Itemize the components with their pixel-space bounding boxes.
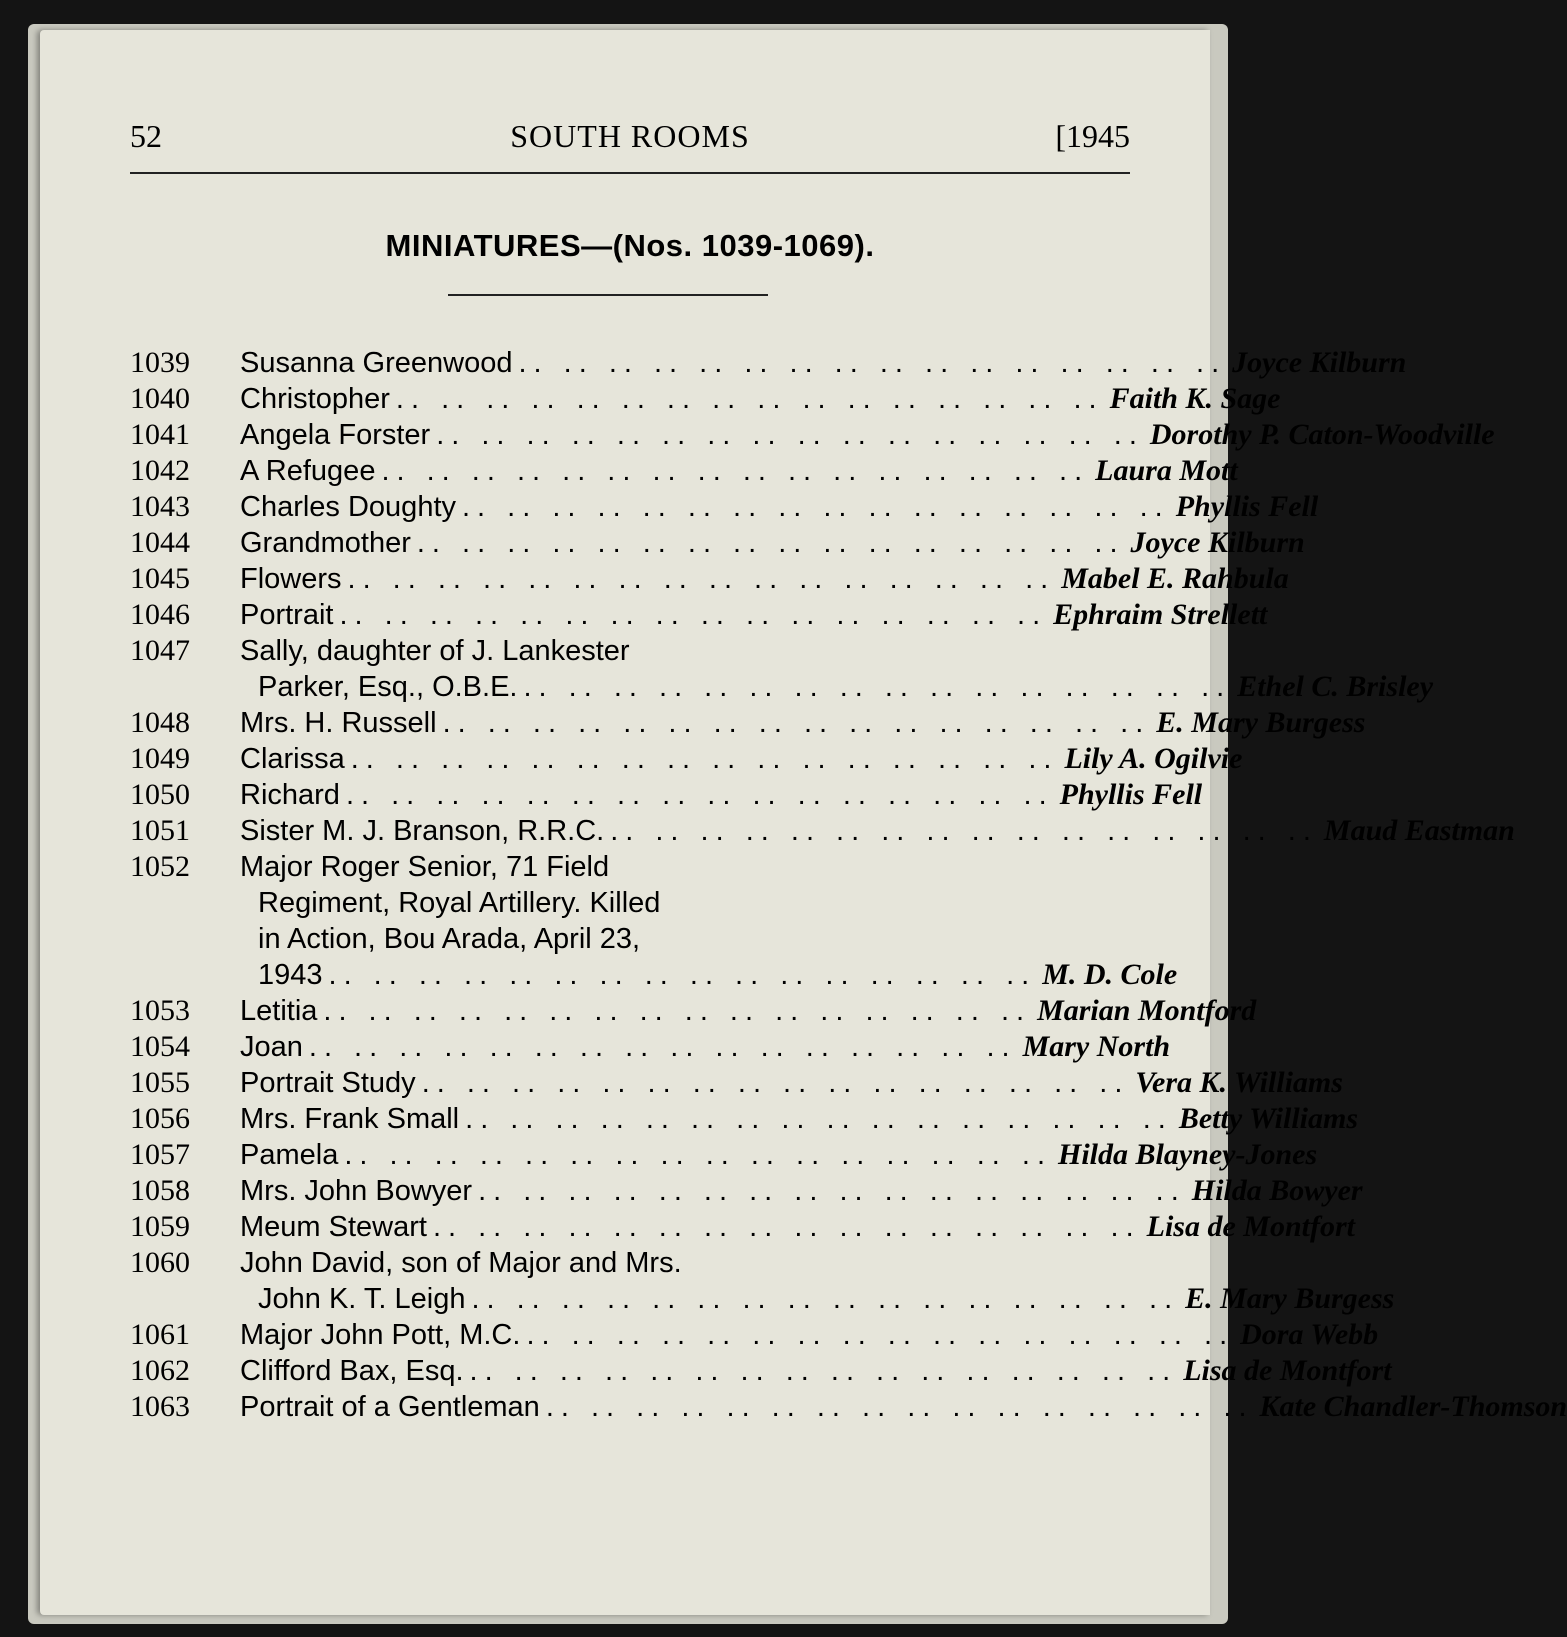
artist-name: Marian Montford	[1037, 994, 1257, 1027]
entry-title: Clifford Bax, Esq.	[240, 1355, 464, 1387]
entry-title: Parker, Esq., O.B.E.	[258, 671, 518, 703]
entry-number: 1055	[130, 1066, 190, 1099]
entry-title: Joan	[240, 1031, 303, 1063]
entry-title: John K. T. Leigh	[258, 1283, 466, 1315]
catalogue-entry	[130, 1029, 1171, 1065]
show-through-text	[860, 180, 1240, 216]
entry-title: A Refugee	[240, 455, 376, 487]
dot-leader: .. .. .. .. .. .. .. .. .. .. .. .. .. .. .. ..	[526, 1319, 1235, 1351]
entry-title: Regiment, Royal Artillery. Killed	[258, 887, 661, 919]
entry-title: Letitia	[240, 995, 318, 1027]
entry-title: Grandmother	[240, 527, 411, 559]
catalogue-entry	[130, 417, 1495, 453]
catalogue-entry	[130, 1245, 1395, 1317]
artist-name: Kate Chandler-Thomson	[1259, 1390, 1567, 1423]
artist-name: Laura Mott	[1095, 454, 1238, 487]
artist-name: E. Mary Burgess	[1156, 706, 1366, 739]
catalogue-entry	[130, 597, 1268, 633]
entry-title: Mrs. Frank Small	[240, 1103, 460, 1135]
entry-number: 1049	[130, 742, 190, 775]
dot-leader: .. .. .. .. .. .. .. .. .. .. .. .. .. .. .. ..	[518, 347, 1227, 379]
artist-name: Ephraim Strellett	[1053, 598, 1268, 631]
artist-name: Vera K. Williams	[1135, 1066, 1343, 1099]
entry-number: 1051	[130, 814, 190, 847]
catalogue-entry	[130, 453, 1238, 489]
artist-name: E. Mary Burgess	[1185, 1282, 1395, 1315]
header-rule	[130, 172, 1130, 174]
entry-title: Richard	[240, 779, 340, 811]
entry-number: 1042	[130, 454, 190, 487]
catalogue-entry	[130, 741, 1243, 777]
catalogue-entry	[130, 561, 1289, 597]
artist-name: Faith K. Sage	[1109, 382, 1281, 415]
artist-name: Lisa de Montfort	[1146, 1210, 1355, 1243]
artist-name: Phyllis Fell	[1175, 490, 1319, 523]
dot-leader: .. .. .. .. .. .. .. .. .. .. .. .. .. .. .. ..	[545, 1391, 1254, 1423]
entry-title: Sally, daughter of J. Lankester	[240, 635, 630, 667]
entry-title: Charles Doughty	[240, 491, 456, 523]
catalogue-entry	[130, 1389, 1567, 1425]
catalogue-entry	[130, 777, 1203, 813]
dot-leader: .. .. .. .. .. .. .. .. .. .. .. .. .. .. .. ..	[395, 383, 1104, 415]
dot-leader: .. .. .. .. .. .. .. .. .. .. .. .. .. .. .. ..	[465, 1103, 1173, 1135]
entry-title: in Action, Bou Arada, April 23,	[258, 923, 641, 955]
entry-title: 1943	[258, 959, 323, 991]
page-number: 52	[130, 118, 162, 154]
entry-number: 1046	[130, 598, 190, 631]
artist-name: Lisa de Montfort	[1183, 1354, 1392, 1387]
catalogue-entry	[130, 993, 1257, 1029]
dot-leader: .. .. .. .. .. .. .. .. .. .. .. .. .. .. .. ..	[328, 959, 1037, 991]
dot-leader: .. .. .. .. .. .. .. .. .. .. .. .. .. .. .. ..	[347, 563, 1056, 595]
entry-title: Portrait	[240, 599, 334, 631]
entry-number: 1040	[130, 382, 190, 415]
entry-title: Mrs. John Bowyer	[240, 1175, 473, 1207]
entry-number: 1039	[130, 346, 190, 379]
artist-name: Phyllis Fell	[1059, 778, 1203, 811]
entry-title: Major John Pott, M.C.	[240, 1319, 521, 1351]
dot-leader: .. .. .. .. .. .. .. .. .. .. .. .. .. .. .. ..	[478, 1175, 1186, 1207]
dot-leader: .. .. .. .. .. .. .. .. .. .. .. .. .. .. .. ..	[350, 743, 1059, 775]
entry-title: Sister M. J. Branson, R.R.C.	[240, 815, 605, 847]
entry-number: 1056	[130, 1102, 190, 1135]
entry-number: 1043	[130, 490, 190, 523]
catalogue-entry	[130, 1353, 1392, 1389]
dot-leader: .. .. .. .. .. .. .. .. .. .. .. .. .. .. .. ..	[323, 995, 1032, 1027]
section-rule	[448, 294, 768, 296]
catalogue-entry	[130, 813, 1515, 849]
catalogue-entry	[130, 705, 1366, 741]
entry-title: Meum Stewart	[240, 1211, 427, 1243]
entry-number: 1044	[130, 526, 190, 559]
entry-title: Christopher	[240, 383, 390, 415]
dot-leader: .. .. .. .. .. .. .. .. .. .. .. .. .. .. .. ..	[442, 707, 1151, 739]
entry-number: 1053	[130, 994, 190, 1027]
dot-leader: .. .. .. .. .. .. .. .. .. .. .. .. .. .. .. ..	[436, 419, 1144, 451]
dot-leader: .. .. .. .. .. .. .. .. .. .. .. .. .. .. .. ..	[421, 1067, 1130, 1099]
catalogue-entry	[130, 381, 1281, 417]
dot-leader: .. .. .. .. .. .. .. .. .. .. .. .. .. .. .. ..	[469, 1355, 1178, 1387]
entry-number: 1063	[130, 1390, 190, 1423]
running-header	[130, 118, 1130, 162]
entry-list	[130, 345, 1567, 1425]
artist-name: Maud Eastman	[1323, 814, 1515, 847]
entry-title: John David, son of Major and Mrs.	[240, 1247, 682, 1279]
entry-number: 1062	[130, 1354, 190, 1387]
running-title: SOUTH ROOMS	[510, 118, 750, 154]
entry-number: 1052	[130, 850, 190, 883]
entry-number: 1045	[130, 562, 190, 595]
artist-name: Hilda Bowyer	[1191, 1174, 1363, 1207]
entry-title: Major Roger Senior, 71 Field	[240, 851, 610, 883]
entry-title: Portrait Study	[240, 1067, 416, 1099]
catalogue-entry	[130, 849, 1178, 993]
dot-leader: .. .. .. .. .. .. .. .. .. .. .. .. .. .. .. ..	[471, 1283, 1180, 1315]
entry-title: Susanna Greenwood	[240, 347, 513, 379]
entry-title: Mrs. H. Russell	[240, 707, 437, 739]
catalogue-entry	[130, 1101, 1359, 1137]
artist-name: Lily A. Ogilvie	[1064, 742, 1243, 775]
dot-leader: .. .. .. .. .. .. .. .. .. .. .. .. .. .. .. ..	[381, 455, 1090, 487]
artist-name: Ethel C. Brisley	[1237, 670, 1434, 703]
entry-number: 1058	[130, 1174, 190, 1207]
artist-name: Joyce Kilburn	[1130, 526, 1305, 559]
artist-name: Hilda Blayney-Jones	[1058, 1138, 1318, 1171]
catalogue-entry	[130, 1209, 1355, 1245]
dot-leader: .. .. .. .. .. .. .. .. .. .. .. .. .. .. .. ..	[416, 527, 1125, 559]
dot-leader: .. .. .. .. .. .. .. .. .. .. .. .. .. .. .. ..	[462, 491, 1170, 523]
dot-leader: .. .. .. .. .. .. .. .. .. .. .. .. .. .. .. ..	[339, 599, 1048, 631]
artist-name: Mabel E. Rahbula	[1061, 562, 1289, 595]
dot-leader: .. .. .. .. .. .. .. .. .. .. .. .. .. .. .. ..	[432, 1211, 1141, 1243]
artist-name: Betty Williams	[1178, 1102, 1359, 1135]
artist-name: Mary North	[1022, 1030, 1171, 1063]
artist-name: Joyce Kilburn	[1232, 346, 1407, 379]
entry-number: 1061	[130, 1318, 190, 1351]
catalogue-entry	[130, 345, 1407, 381]
section-title: MINIATURES—(Nos. 1039-1069).	[385, 228, 875, 263]
entry-title: Flowers	[240, 563, 342, 595]
entry-number: 1047	[130, 634, 190, 667]
catalogue-entry	[130, 1065, 1343, 1101]
entry-number: 1050	[130, 778, 190, 811]
entry-title: Pamela	[240, 1139, 339, 1171]
artist-name: M. D. Cole	[1042, 958, 1178, 991]
entry-number: 1059	[130, 1210, 190, 1243]
entry-number: 1060	[130, 1246, 190, 1279]
dot-leader: .. .. .. .. .. .. .. .. .. .. .. .. .. .. .. ..	[523, 671, 1232, 703]
artist-name: Dora Webb	[1240, 1318, 1379, 1351]
entry-title: Portrait of a Gentleman	[240, 1391, 540, 1423]
entry-number: 1054	[130, 1030, 190, 1063]
dot-leader: .. .. .. .. .. .. .. .. .. .. .. .. .. .. .. ..	[610, 815, 1318, 847]
catalogue-entry	[130, 1137, 1318, 1173]
entry-title: Angela Forster	[240, 419, 431, 451]
dot-leader: .. .. .. .. .. .. .. .. .. .. .. .. .. .. .. ..	[345, 779, 1054, 811]
dot-leader: .. .. .. .. .. .. .. .. .. .. .. .. .. .. .. ..	[344, 1139, 1053, 1171]
header-year: [1945	[1055, 118, 1130, 154]
entry-number: 1048	[130, 706, 190, 739]
dot-leader: .. .. .. .. .. .. .. .. .. .. .. .. .. .. .. ..	[308, 1031, 1017, 1063]
catalogue-entry	[130, 525, 1305, 561]
entry-title: Clarissa	[240, 743, 345, 775]
entry-number: 1041	[130, 418, 190, 451]
entry-number: 1057	[130, 1138, 190, 1171]
artist-name: Dorothy P. Caton-Woodville	[1149, 418, 1495, 451]
catalogue-entry	[130, 633, 1434, 705]
catalogue-entry	[130, 1317, 1379, 1353]
catalogue-entry	[130, 1173, 1363, 1209]
catalogue-entry	[130, 489, 1319, 525]
